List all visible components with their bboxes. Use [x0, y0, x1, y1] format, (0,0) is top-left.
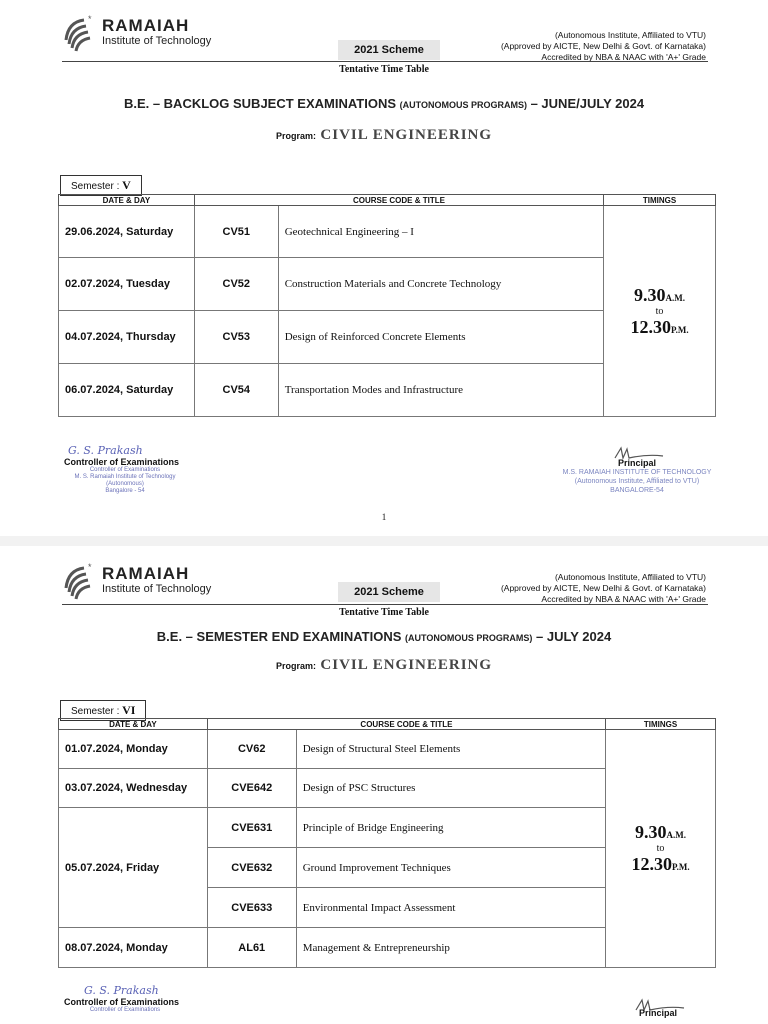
svg-text:*: *: [88, 14, 92, 24]
course-code: CVE642: [207, 769, 296, 808]
timing-start: 9.30: [635, 822, 667, 842]
program-name: CIVIL ENGINEERING: [320, 127, 493, 143]
course-title: Design of Structural Steel Elements: [296, 730, 605, 769]
semester-value: VI: [122, 703, 136, 717]
stamp-line: Controller of Examinations: [89, 467, 161, 473]
exam-title: [0, 96, 768, 111]
page-number: 1: [381, 512, 387, 522]
timing-start-ampm: A.M.: [666, 830, 687, 840]
exam-title-main: B.E. – BACKLOG SUBJECT EXAMINATIONS: [123, 96, 396, 111]
course-code: CV62: [207, 730, 296, 769]
timing-to: to: [655, 305, 664, 317]
course-title: Management & Entrepreneurship: [296, 928, 605, 968]
stamp-line: Controller of Examinations: [89, 1007, 161, 1013]
institute-subtitle: Institute of Technology: [102, 583, 212, 595]
course-code: AL61: [207, 928, 296, 968]
course-title: Geotechnical Engineering – I: [278, 206, 603, 258]
scheme-badge: 2021 Scheme: [338, 582, 440, 602]
program-line: [0, 656, 768, 674]
tentative-label: Tentative Time Table: [339, 64, 429, 75]
coe-signature: G. S. Prakash: [68, 444, 143, 457]
course-title: Design of Reinforced Concrete Elements: [278, 311, 603, 364]
semester-value: V: [122, 178, 131, 192]
header-timings: TIMINGS: [606, 719, 716, 730]
header-date: DATE & DAY: [59, 719, 208, 730]
program-name: CIVIL ENGINEERING: [320, 657, 493, 673]
affiliation-block: [501, 572, 706, 605]
stamp-line: (Autonomous Institute, Affiliated to VTU): [574, 478, 700, 485]
table-header-row: [59, 719, 716, 730]
institute-name: RAMAIAH: [102, 16, 190, 35]
table-row: [59, 206, 716, 258]
svg-text:*: *: [88, 562, 92, 572]
header-divider: [62, 61, 708, 62]
principal-signature-block: [608, 998, 708, 1018]
exam-title: [0, 629, 768, 644]
table-header-row: [59, 195, 716, 206]
exam-title-sub: (AUTONOMOUS PROGRAMS): [405, 633, 533, 643]
course-title: Principle of Bridge Engineering: [296, 808, 605, 848]
header-date: DATE & DAY: [59, 195, 195, 206]
course-title: Ground Improvement Techniques: [296, 848, 605, 888]
course-code: CV54: [194, 364, 278, 417]
coe-title: Controller of Examinations: [64, 457, 180, 467]
stamp-line: M.S. RAMAIAH INSTITUTE OF TECHNOLOGY: [562, 469, 712, 476]
scheme-badge: 2021 Scheme: [338, 40, 440, 60]
header-timings: TIMINGS: [604, 195, 716, 206]
coe-signature: G. S. Prakash: [84, 984, 159, 997]
exam-date: 08.07.2024, Monday: [59, 928, 208, 968]
stamp-line: BANGALORE-54: [610, 487, 664, 494]
semester-label: Semester :: [71, 181, 120, 192]
course-title: Design of PSC Structures: [296, 769, 605, 808]
exam-date: 06.07.2024, Saturday: [59, 364, 195, 417]
timetable-page-2: [0, 548, 768, 1024]
affiliation-line: (Autonomous Institute, Affiliated to VTU): [554, 30, 706, 40]
institute-block: [102, 565, 211, 596]
ramaiah-logo-icon: [62, 562, 96, 602]
exam-date: 01.07.2024, Monday: [59, 730, 208, 769]
institute-subtitle: Institute of Technology: [102, 35, 212, 47]
timing-start-ampm: A.M.: [665, 292, 686, 303]
table-row: [59, 730, 716, 769]
principal-signature-block: [552, 446, 722, 495]
course-code: CV51: [194, 206, 278, 258]
affiliation-line: Accredited by NBA & NAAC with 'A+' Grade: [541, 52, 706, 62]
affiliation-line: (Approved by AICTE, New Delhi & Govt. of Karnataka): [500, 583, 706, 593]
exam-date: 05.07.2024, Friday: [59, 808, 208, 928]
timing-end: 12.30: [631, 854, 672, 874]
semester-label: Semester :: [71, 706, 120, 717]
page-separator: [0, 536, 768, 546]
ramaiah-logo-icon: [62, 14, 96, 54]
affiliation-block: [501, 30, 706, 63]
timetable-semester-6: [58, 718, 716, 968]
timing-start: 9.30: [634, 284, 666, 305]
header-course: COURSE CODE & TITLE: [207, 719, 605, 730]
coe-title: Controller of Examinations: [64, 997, 180, 1007]
course-code: CV53: [194, 311, 278, 364]
exam-title-main: B.E. – SEMESTER END EXAMINATIONS: [156, 629, 402, 644]
principal-title: Principal: [638, 1008, 677, 1018]
affiliation-line: Accredited by NBA & NAAC with 'A+' Grade: [541, 594, 706, 604]
timing-end: 12.30: [630, 316, 671, 337]
institute-name: RAMAIAH: [102, 564, 190, 583]
institute-block: [102, 17, 211, 48]
exam-title-month: – JULY 2024: [536, 629, 612, 644]
course-code: CVE631: [207, 808, 296, 848]
timing-cell: [606, 730, 716, 968]
course-code: CV52: [194, 258, 278, 311]
semester-box: [60, 175, 142, 196]
stamp-line: M. S. Ramaiah Institute of Technology: [74, 474, 176, 480]
stamp-line: Bangalore - 54: [105, 488, 145, 494]
exam-title-sub: (AUTONOMOUS PROGRAMS): [399, 100, 527, 110]
course-code: CVE632: [207, 848, 296, 888]
coe-stamp: [64, 467, 186, 495]
principal-stamp: [552, 468, 722, 495]
exam-date: 02.07.2024, Tuesday: [59, 258, 195, 311]
course-code: CVE633: [207, 888, 296, 928]
timing-to: to: [656, 843, 665, 854]
course-title: Construction Materials and Concrete Technology: [278, 258, 603, 311]
exam-date: 29.06.2024, Saturday: [59, 206, 195, 258]
timing-end-ampm: P.M.: [671, 862, 690, 872]
exam-title-month: – JUNE/JULY 2024: [530, 96, 645, 111]
exam-date: 04.07.2024, Thursday: [59, 311, 195, 364]
coe-signature-block: [64, 444, 186, 495]
timetable-semester-5: [58, 194, 716, 417]
header-course: COURSE CODE & TITLE: [194, 195, 603, 206]
exam-date: 03.07.2024, Wednesday: [59, 769, 208, 808]
stamp-line: (Autonomous): [106, 481, 144, 487]
course-title: Transportation Modes and Infrastructure: [278, 364, 603, 417]
affiliation-line: (Approved by AICTE, New Delhi & Govt. of Karnataka): [500, 41, 706, 51]
affiliation-line: (Autonomous Institute, Affiliated to VTU): [554, 572, 706, 582]
tentative-label: Tentative Time Table: [339, 607, 429, 618]
coe-stamp: [64, 1007, 186, 1014]
header-divider: [62, 604, 708, 605]
course-title: Environmental Impact Assessment: [296, 888, 605, 928]
timing-cell: [604, 206, 716, 417]
principal-title: Principal: [617, 458, 656, 468]
program-label: Program:: [275, 131, 316, 141]
program-line: [0, 126, 768, 144]
timing-end-ampm: P.M.: [670, 324, 689, 335]
coe-signature-block: [64, 984, 186, 1014]
program-label: Program:: [275, 661, 316, 671]
